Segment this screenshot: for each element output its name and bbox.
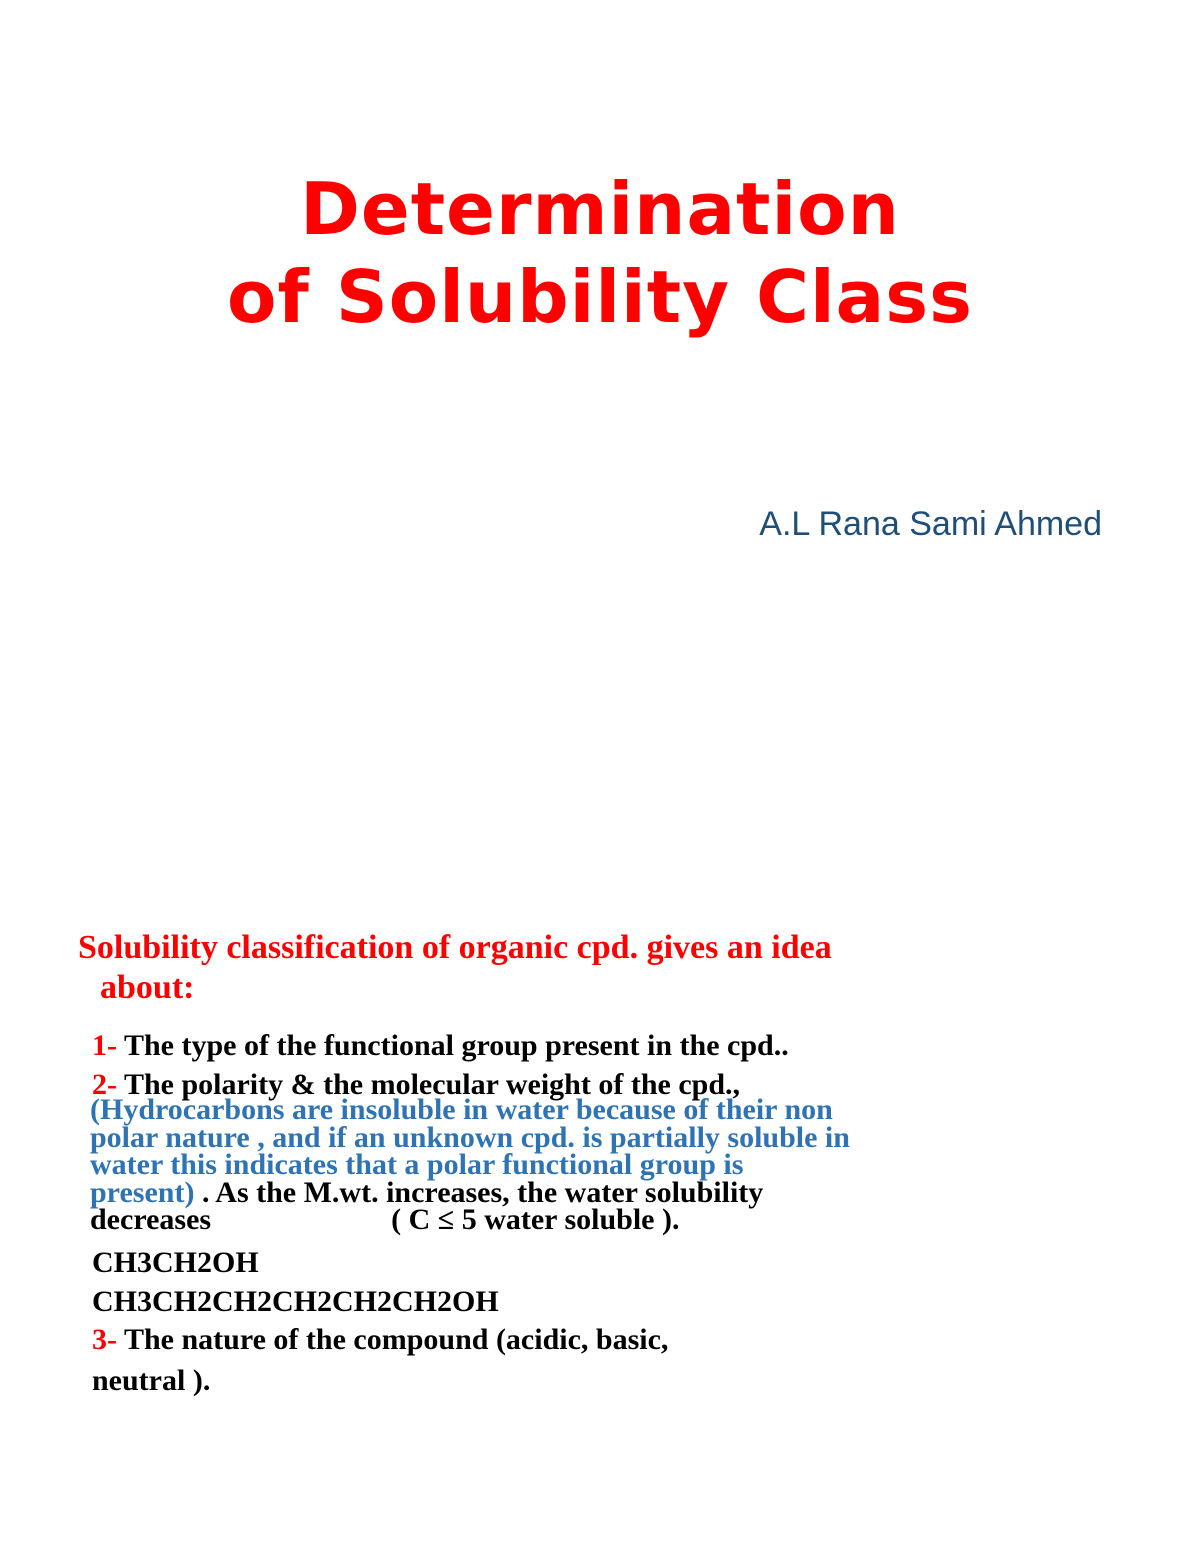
point-3-text: The nature of the compound (acidic, basic,: [117, 1323, 669, 1356]
point-2-number: 2-: [92, 1068, 117, 1101]
note-line-5-a: decreases: [90, 1203, 212, 1236]
title-line-2: of Solubility Class: [227, 255, 973, 339]
note-line-4-black: . As the M.wt. increases, the water solubility: [194, 1175, 764, 1209]
point-3: [92, 1322, 668, 1358]
title-line-1: Determination: [300, 167, 900, 251]
intro-heading: [78, 928, 1138, 1008]
point-1-number: 1-: [92, 1029, 117, 1062]
intro-line-2: about:: [100, 969, 195, 1006]
note-line-5: [90, 1203, 1170, 1236]
formula-ethanol: CH3CH2OH: [92, 1246, 259, 1279]
point-1: [92, 1028, 789, 1064]
note-line-4-blue: present): [90, 1175, 195, 1209]
point-2-note: [90, 1093, 1170, 1236]
point-1-text: The type of the functional group present in the cpd..: [117, 1029, 789, 1062]
formula-hexanol: CH3CH2CH2CH2CH2CH2OH: [92, 1285, 499, 1318]
point-2-text: The polarity & the molecular weight of the cpd.,: [117, 1068, 741, 1101]
note-line-5-b: ( C ≤ 5 water soluble ).: [391, 1203, 680, 1236]
point-3-number: 3-: [92, 1323, 117, 1356]
page-title: [0, 165, 1200, 341]
note-line-1: (Hydrocarbons are insoluble in water because of their non: [90, 1093, 833, 1126]
author-name: A.L Rana Sami Ahmed: [759, 505, 1102, 543]
note-line-2: polar nature , and if an unknown cpd. is partially soluble in: [90, 1120, 850, 1154]
note-line-4: [90, 1175, 1170, 1209]
intro-line-1: Solubility classification of organic cpd. gives an idea: [78, 929, 832, 966]
note-line-3: water this indicates that a polar functional group is: [90, 1148, 744, 1181]
point-3-continued: neutral ).: [92, 1364, 211, 1397]
